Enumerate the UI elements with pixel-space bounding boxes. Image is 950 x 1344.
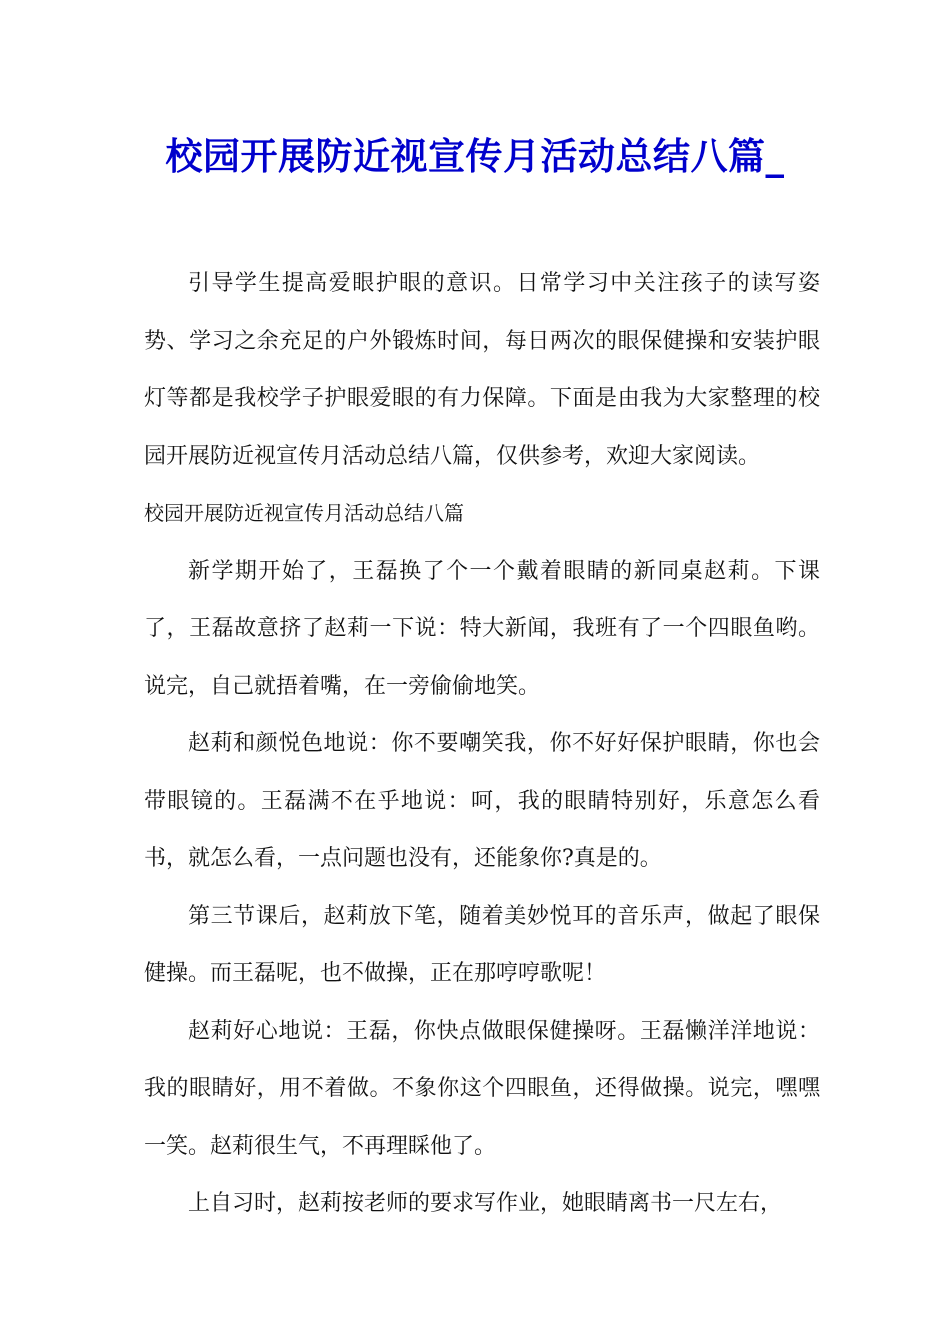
body-paragraph: 上自习时，赵莉按老师的要求写作业，她眼睛离书一尺左右， [188, 1191, 783, 1216]
document-title: 校园开展防近视宣传月活动总结八篇_ [165, 134, 785, 178]
document-body [144, 255, 820, 1233]
section-heading: 校园开展防近视宣传月活动总结八篇 [144, 501, 464, 525]
body-paragraph: 赵莉好心地说：王磊，你快点做眼保健操呀。王磊懒洋洋地说：我的眼睛好，用不着做。不象你这个四眼鱼，还得做操。说完，嘿嘿一笑。赵莉很生气，不再理睬他了。 [144, 1018, 820, 1159]
body-paragraph: 第三节课后，赵莉放下笔，随着美妙悦耳的音乐声，做起了眼保健操。而王磊呢，也不做操，正在那哼哼歌呢！ [144, 903, 820, 986]
body-paragraph: 新学期开始了，王磊换了个一个戴着眼睛的新同桌赵莉。下课了，王磊故意挤了赵莉一下说：特大新闻，我班有了一个四眼鱼哟。说完，自己就捂着嘴，在一旁偷偷地笑。 [144, 558, 820, 699]
intro-paragraph: 引导学生提高爱眼护眼的意识。日常学习中关注孩子的读写姿势、学习之余充足的户外锻炼时间，每日两次的眼保健操和安装护眼灯等都是我校学子护眼爱眼的有力保障。下面是由我为大家整理的校园开展防近视宣传月活动总结八篇，仅供参考，欢迎大家阅读。 [144, 271, 820, 469]
body-paragraph: 赵莉和颜悦色地说：你不要嘲笑我，你不好好保护眼睛，你也会带眼镜的。王磊满不在乎地说：呵，我的眼睛特别好，乐意怎么看书，就怎么看，一点问题也没有，还能象你?真是的。 [144, 731, 820, 871]
